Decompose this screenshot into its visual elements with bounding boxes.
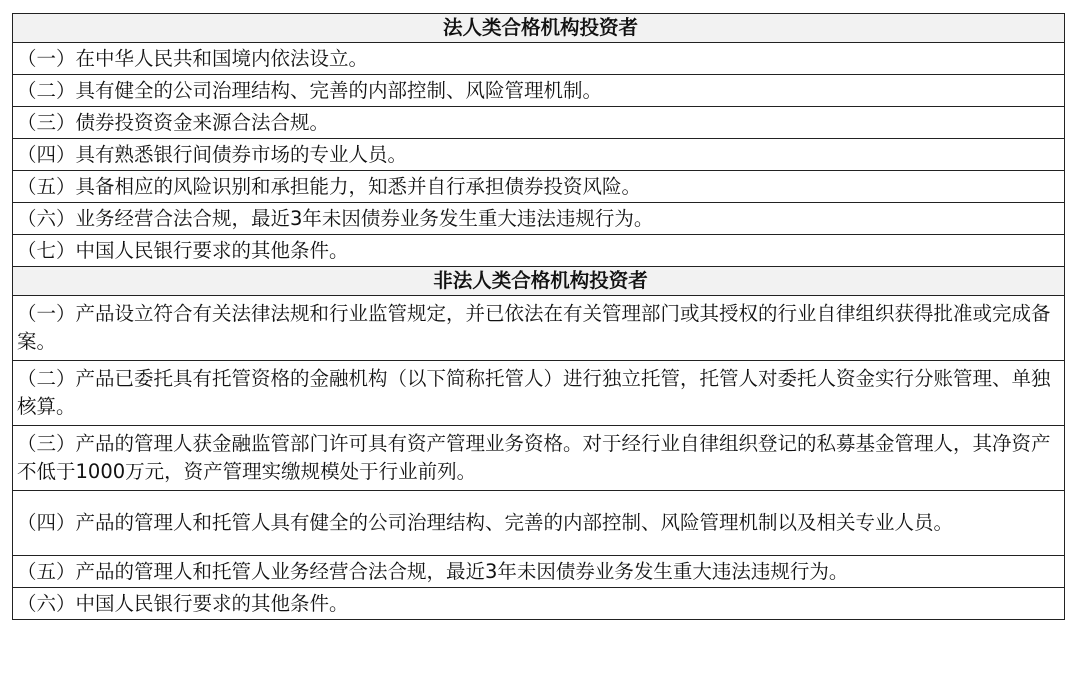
- requirement-item: （四）产品的管理人和托管人具有健全的公司治理结构、完善的内部控制、风险管理机制以及相关专业人员。: [13, 491, 1065, 556]
- table-row: [13, 296, 1065, 361]
- table-row: [13, 426, 1065, 491]
- table-row: [13, 107, 1065, 139]
- table-row: [13, 361, 1065, 426]
- section-title: 法人类合格机构投资者: [13, 14, 1065, 43]
- requirement-item: （四）具有熟悉银行间债券市场的专业人员。: [13, 139, 1065, 171]
- table-row: [13, 139, 1065, 171]
- table-row: [13, 235, 1065, 267]
- table-row: [13, 43, 1065, 75]
- section-header-legal: [13, 14, 1065, 43]
- requirement-item: （六）中国人民银行要求的其他条件。: [13, 588, 1065, 620]
- requirement-item: （五）具备相应的风险识别和承担能力，知悉并自行承担债券投资风险。: [13, 171, 1065, 203]
- table-row: [13, 491, 1065, 556]
- requirements-document: [12, 13, 1065, 620]
- table-row: [13, 75, 1065, 107]
- table-row: [13, 556, 1065, 588]
- requirement-item: （一）在中华人民共和国境内依法设立。: [13, 43, 1065, 75]
- requirement-item: （三）债券投资资金来源合法合规。: [13, 107, 1065, 139]
- table-row: [13, 203, 1065, 235]
- investor-requirements-table: [12, 13, 1065, 620]
- table-row: [13, 171, 1065, 203]
- requirement-item: （一）产品设立符合有关法律法规和行业监管规定，并已依法在有关管理部门或其授权的行业自律组织获得批准或完成备案。: [13, 296, 1065, 361]
- requirement-item: （三）产品的管理人获金融监管部门许可具有资产管理业务资格。对于经行业自律组织登记的私募基金管理人，其净资产不低于1000万元，资产管理实缴规模处于行业前列。: [13, 426, 1065, 491]
- requirement-item: （二）具有健全的公司治理结构、完善的内部控制、风险管理机制。: [13, 75, 1065, 107]
- table-row: [13, 588, 1065, 620]
- section-header-non-legal: [13, 267, 1065, 296]
- requirement-item: （二）产品已委托具有托管资格的金融机构（以下简称托管人）进行独立托管，托管人对委托人资金实行分账管理、单独核算。: [13, 361, 1065, 426]
- requirement-item: （五）产品的管理人和托管人业务经营合法合规，最近3年未因债券业务发生重大违法违规行为。: [13, 556, 1065, 588]
- requirement-item: （六）业务经营合法合规，最近3年未因债券业务发生重大违法违规行为。: [13, 203, 1065, 235]
- section-title: 非法人类合格机构投资者: [13, 267, 1065, 296]
- requirement-item: （七）中国人民银行要求的其他条件。: [13, 235, 1065, 267]
